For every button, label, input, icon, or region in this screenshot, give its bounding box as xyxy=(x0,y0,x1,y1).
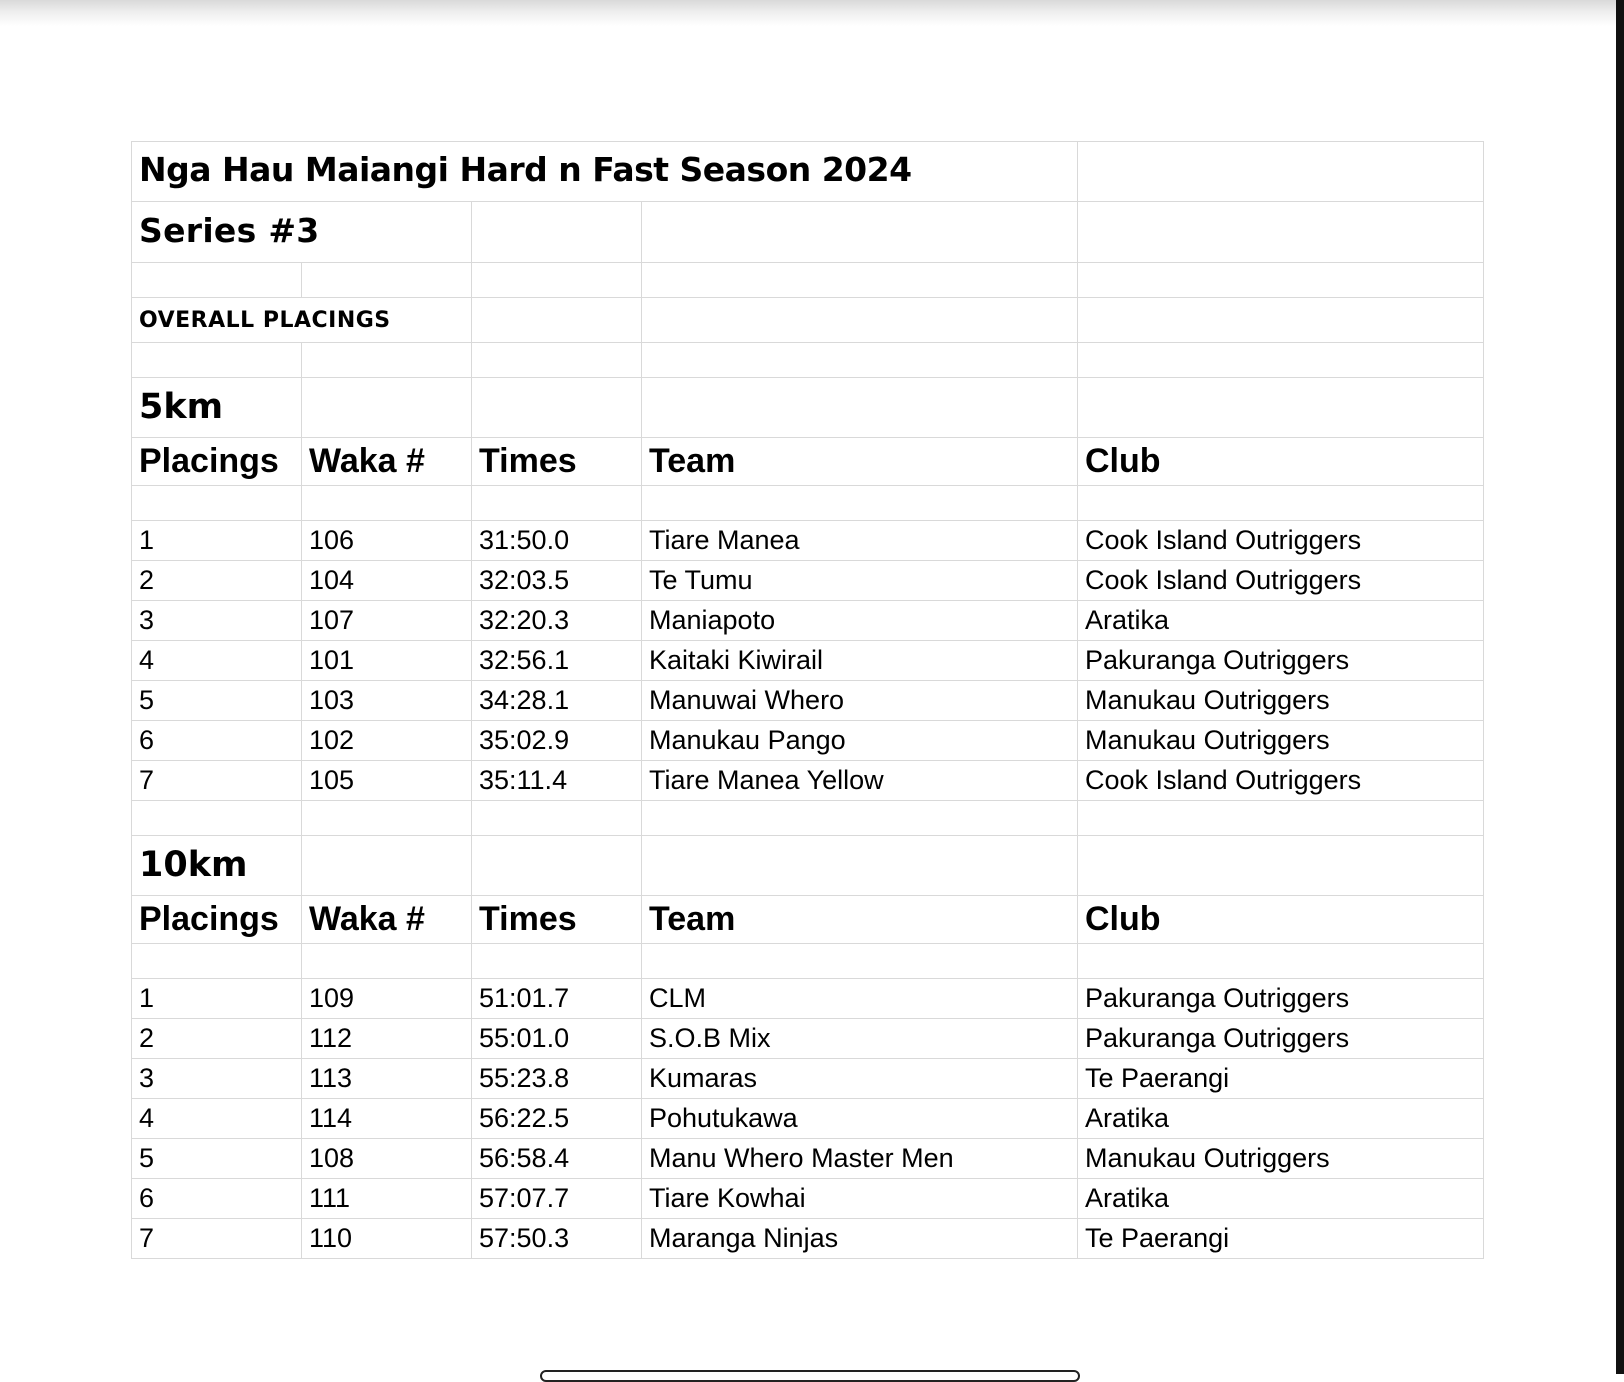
empty-cell xyxy=(472,202,642,263)
time-cell: 35:11.4 xyxy=(472,761,642,801)
section-label-row xyxy=(132,836,1484,896)
waka-cell: 109 xyxy=(302,979,472,1019)
table-row xyxy=(132,1219,1484,1259)
placing-cell: 7 xyxy=(132,1219,302,1259)
table-row xyxy=(132,561,1484,601)
team-cell: Kaitaki Kiwirail xyxy=(642,641,1078,681)
window-right-edge xyxy=(1616,0,1624,1374)
waka-cell: 111 xyxy=(302,1179,472,1219)
blank-row xyxy=(132,263,1484,298)
placing-cell: 2 xyxy=(132,1019,302,1059)
table-row xyxy=(132,1059,1484,1099)
empty-cell xyxy=(132,801,302,836)
blank-row xyxy=(132,486,1484,521)
time-cell: 56:22.5 xyxy=(472,1099,642,1139)
time-cell: 32:56.1 xyxy=(472,641,642,681)
empty-cell xyxy=(1078,142,1484,202)
empty-cell xyxy=(472,486,642,521)
team-cell: Te Tumu xyxy=(642,561,1078,601)
empty-cell xyxy=(642,378,1078,438)
placing-cell: 4 xyxy=(132,641,302,681)
waka-cell: 112 xyxy=(302,1019,472,1059)
time-cell: 31:50.0 xyxy=(472,521,642,561)
placing-cell: 3 xyxy=(132,1059,302,1099)
team-cell: Tiare Manea Yellow xyxy=(642,761,1078,801)
team-cell: CLM xyxy=(642,979,1078,1019)
club-cell: Manukau Outriggers xyxy=(1078,681,1484,721)
waka-cell: 107 xyxy=(302,601,472,641)
waka-cell: 103 xyxy=(302,681,472,721)
placing-cell: 7 xyxy=(132,761,302,801)
table-row xyxy=(132,601,1484,641)
empty-cell xyxy=(1078,486,1484,521)
column-header: Waka # xyxy=(302,896,472,944)
empty-cell xyxy=(642,486,1078,521)
club-cell: Aratika xyxy=(1078,1179,1484,1219)
empty-cell xyxy=(1078,944,1484,979)
table-row xyxy=(132,1179,1484,1219)
time-cell: 56:58.4 xyxy=(472,1139,642,1179)
waka-cell: 105 xyxy=(302,761,472,801)
waka-cell: 102 xyxy=(302,721,472,761)
club-cell: Manukau Outriggers xyxy=(1078,1139,1484,1179)
table-row xyxy=(132,721,1484,761)
club-cell: Cook Island Outriggers xyxy=(1078,561,1484,601)
club-cell: Manukau Outriggers xyxy=(1078,721,1484,761)
title-row xyxy=(132,142,1484,202)
empty-cell xyxy=(302,378,472,438)
empty-cell xyxy=(302,801,472,836)
waka-cell: 104 xyxy=(302,561,472,601)
table-row xyxy=(132,1019,1484,1059)
empty-cell xyxy=(642,801,1078,836)
waka-cell: 101 xyxy=(302,641,472,681)
table-row xyxy=(132,641,1484,681)
section-label-row xyxy=(132,378,1484,438)
placing-cell: 1 xyxy=(132,979,302,1019)
time-cell: 35:02.9 xyxy=(472,721,642,761)
club-cell: Aratika xyxy=(1078,601,1484,641)
club-cell: Pakuranga Outriggers xyxy=(1078,1019,1484,1059)
table-row xyxy=(132,1139,1484,1179)
results-sheet xyxy=(131,141,1484,1259)
empty-cell xyxy=(302,944,472,979)
column-header: Times xyxy=(472,896,642,944)
empty-cell xyxy=(1078,836,1484,896)
column-header: Club xyxy=(1078,896,1484,944)
waka-cell: 110 xyxy=(302,1219,472,1259)
time-cell: 32:03.5 xyxy=(472,561,642,601)
series-label: Series #3 xyxy=(132,202,472,263)
time-cell: 57:50.3 xyxy=(472,1219,642,1259)
empty-cell xyxy=(132,944,302,979)
column-header-row xyxy=(132,896,1484,944)
sheet-title: Nga Hau Maiangi Hard n Fast Season 2024 xyxy=(132,142,1078,202)
column-header: Club xyxy=(1078,438,1484,486)
team-cell: Kumaras xyxy=(642,1059,1078,1099)
club-cell: Aratika xyxy=(1078,1099,1484,1139)
empty-cell xyxy=(472,944,642,979)
table-row xyxy=(132,521,1484,561)
scroll-handle[interactable] xyxy=(540,1370,1080,1382)
empty-cell xyxy=(302,836,472,896)
placing-cell: 6 xyxy=(132,1179,302,1219)
waka-cell: 114 xyxy=(302,1099,472,1139)
empty-cell xyxy=(1078,202,1484,263)
blank-row xyxy=(132,801,1484,836)
time-cell: 55:23.8 xyxy=(472,1059,642,1099)
window-top-shadow xyxy=(0,0,1616,26)
time-cell: 34:28.1 xyxy=(472,681,642,721)
table-row xyxy=(132,979,1484,1019)
table-row xyxy=(132,681,1484,721)
column-header: Placings xyxy=(132,896,302,944)
team-cell: Tiare Kowhai xyxy=(642,1179,1078,1219)
club-cell: Te Paerangi xyxy=(1078,1059,1484,1099)
placing-cell: 5 xyxy=(132,1139,302,1179)
team-cell: S.O.B Mix xyxy=(642,1019,1078,1059)
club-cell: Pakuranga Outriggers xyxy=(1078,979,1484,1019)
team-cell: Maranga Ninjas xyxy=(642,1219,1078,1259)
overall-row xyxy=(132,298,1484,343)
empty-cell xyxy=(642,836,1078,896)
waka-cell: 106 xyxy=(302,521,472,561)
section-label: 5km xyxy=(132,378,302,438)
team-cell: Manukau Pango xyxy=(642,721,1078,761)
column-header: Team xyxy=(642,438,1078,486)
empty-cell xyxy=(1078,378,1484,438)
column-header: Waka # xyxy=(302,438,472,486)
series-row xyxy=(132,202,1484,263)
section-label: 10km xyxy=(132,836,302,896)
placing-cell: 2 xyxy=(132,561,302,601)
time-cell: 55:01.0 xyxy=(472,1019,642,1059)
empty-cell xyxy=(472,801,642,836)
blank-row xyxy=(132,343,1484,378)
empty-cell xyxy=(302,486,472,521)
empty-cell xyxy=(472,378,642,438)
team-cell: Tiare Manea xyxy=(642,521,1078,561)
team-cell: Pohutukawa xyxy=(642,1099,1078,1139)
time-cell: 51:01.7 xyxy=(472,979,642,1019)
empty-cell xyxy=(642,944,1078,979)
column-header: Placings xyxy=(132,438,302,486)
empty-cell xyxy=(472,836,642,896)
table-row xyxy=(132,1099,1484,1139)
column-header-row xyxy=(132,438,1484,486)
waka-cell: 108 xyxy=(302,1139,472,1179)
placing-cell: 5 xyxy=(132,681,302,721)
placing-cell: 1 xyxy=(132,521,302,561)
club-cell: Cook Island Outriggers xyxy=(1078,521,1484,561)
team-cell: Maniapoto xyxy=(642,601,1078,641)
team-cell: Manu Whero Master Men xyxy=(642,1139,1078,1179)
table-row xyxy=(132,761,1484,801)
placing-cell: 4 xyxy=(132,1099,302,1139)
team-cell: Manuwai Whero xyxy=(642,681,1078,721)
club-cell: Pakuranga Outriggers xyxy=(1078,641,1484,681)
empty-cell xyxy=(132,486,302,521)
empty-cell xyxy=(642,202,1078,263)
empty-cell xyxy=(1078,801,1484,836)
column-header: Team xyxy=(642,896,1078,944)
blank-row xyxy=(132,944,1484,979)
time-cell: 57:07.7 xyxy=(472,1179,642,1219)
overall-placings-label: OVERALL PLACINGS xyxy=(132,298,472,343)
club-cell: Te Paerangi xyxy=(1078,1219,1484,1259)
waka-cell: 113 xyxy=(302,1059,472,1099)
club-cell: Cook Island Outriggers xyxy=(1078,761,1484,801)
placing-cell: 3 xyxy=(132,601,302,641)
placing-cell: 6 xyxy=(132,721,302,761)
time-cell: 32:20.3 xyxy=(472,601,642,641)
column-header: Times xyxy=(472,438,642,486)
